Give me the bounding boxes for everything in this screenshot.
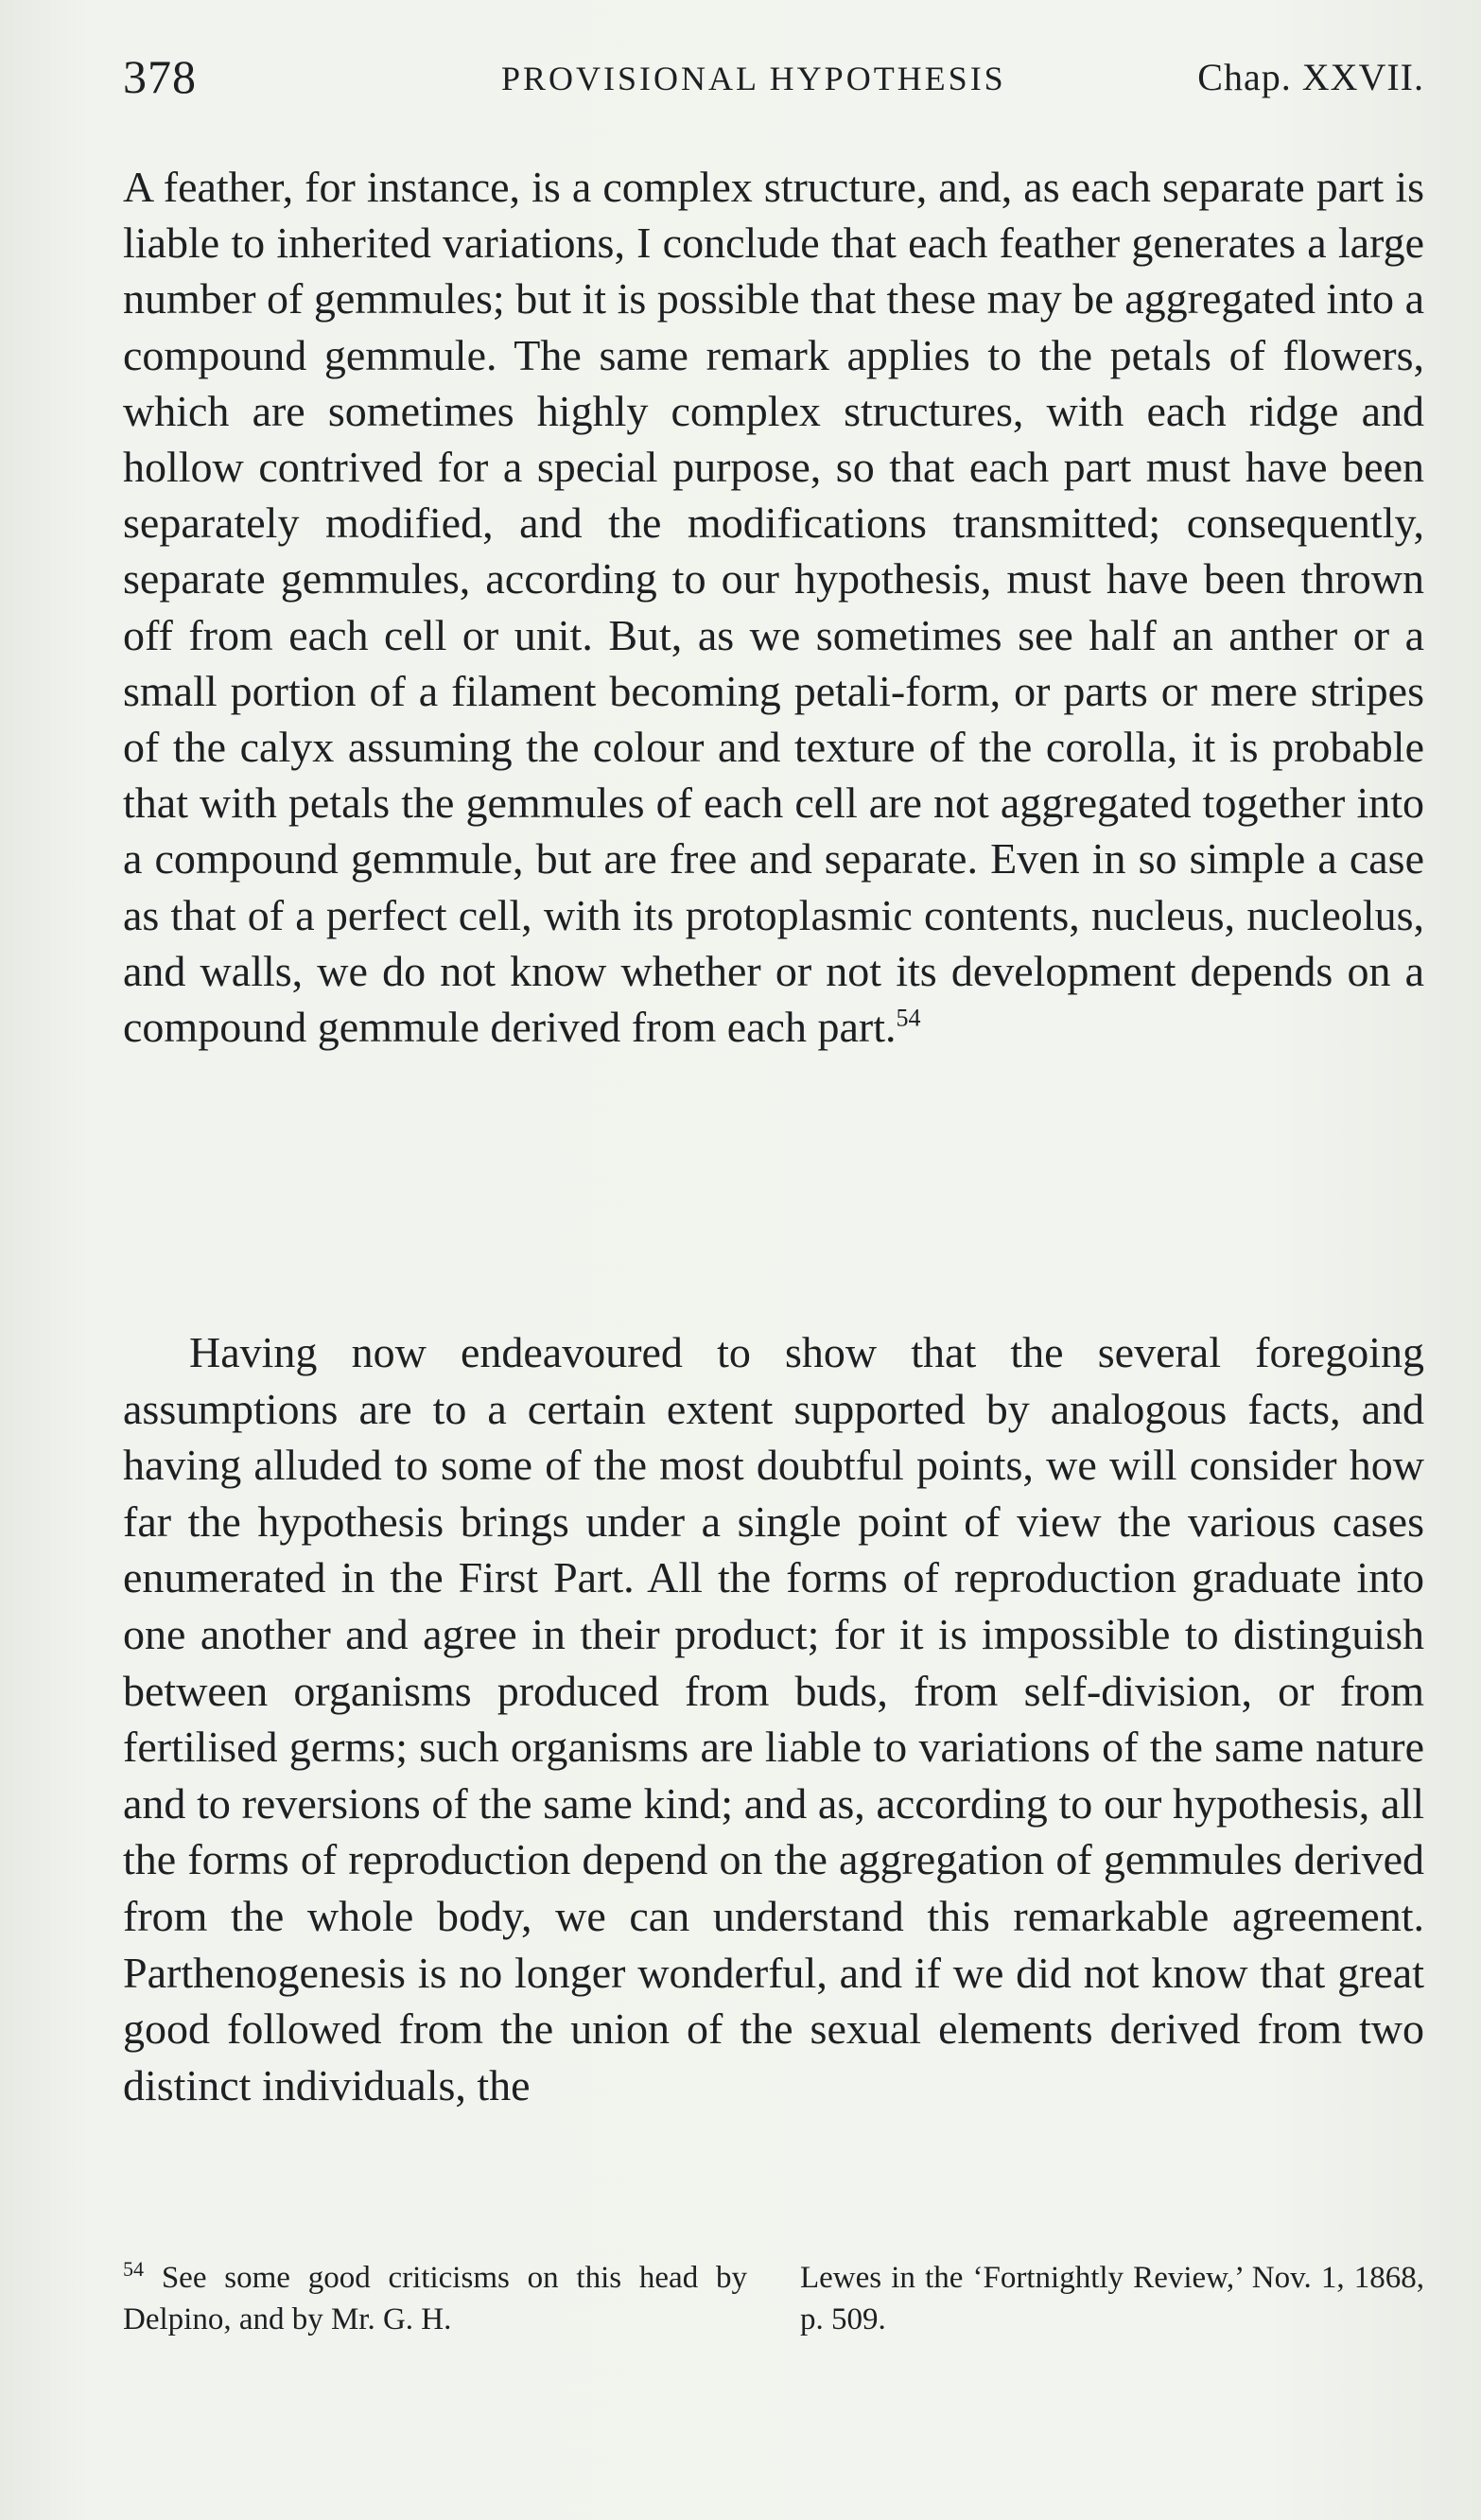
footnote-text-right: Lewes in the ‘Fortnightly Review,’ Nov. 1, 1868, p. 509.: [800, 2261, 1424, 2336]
footnote: [123, 2257, 1424, 2340]
chapter-label: Chap. XXVII.: [1197, 56, 1424, 98]
footnote-column-right: [800, 2257, 1424, 2340]
paragraph-1-text: A feather, for instance, is a complex structure, and, as each separate part is liable to inherited variations, I conclude that each feather generates a large number of gemmules; but it is possible that these may be aggregated into a compound gemmule. The same remark applies to the petals of flowers, which are sometimes highly complex structures, with each ridge and hollow contrived for a special purpose, so that each part must have been separately modified, and the modifications transmitted; consequently, separate gemmules, according to our hypothesis, must have been thrown off from each cell or unit. But, as we sometimes see half an anther or a small portion of a filament becoming petali-form, or parts or mere stripes of the calyx assuming the colour and texture of the corolla, it is probable that with petals the gemmules of each cell are not aggregated together into a compound gemmule, but are free and separate. Even in so simple a case as that of a perfect cell, with its protoplasmic contents, nucleus, nucleolus, and walls, we do not know whether or not its development depends on a compound gemmule derived from each part.: [123, 163, 1424, 1052]
paragraph-2-text: Having now endeavoured to show that the several foregoing assumptions are to a certain extent supported by analogous facts, and having alluded to some of the most doubtful points, we will consider how far the hypothesis brings under a single point of view the various cases enumerated in the First Part. All the forms of reproduction graduate into one another and agree in their product; for it is impossible to distinguish between organisms produced from buds, from self-division, or from fertilised germs; such organisms are liable to variations of the same nature and to reversions of the same kind; and as, according to our hypothesis, all the forms of reproduction depend on the aggregation of gemmules derived from the whole body, we can understand this remarkable agreement. Parthenogenesis is no longer wonderful, and if we did not know that great good followed from the union of the sexual elements derived from two distinct individuals, the: [123, 1328, 1424, 2109]
footnote-column-left: [123, 2257, 747, 2340]
paragraph-1: [123, 159, 1424, 1055]
footnote-number: 54: [123, 2257, 144, 2281]
page-header: [123, 49, 1424, 115]
footnote-text-left: See some good criticisms on this head by Delpino, and by Mr. G. H.: [123, 2261, 748, 2336]
paragraph-2: [123, 1324, 1424, 2113]
running-title: PROVISIONAL HYPOTHESIS: [501, 60, 1006, 97]
page-number: 378: [123, 50, 197, 103]
footnote-reference[interactable]: 54: [896, 1004, 921, 1032]
